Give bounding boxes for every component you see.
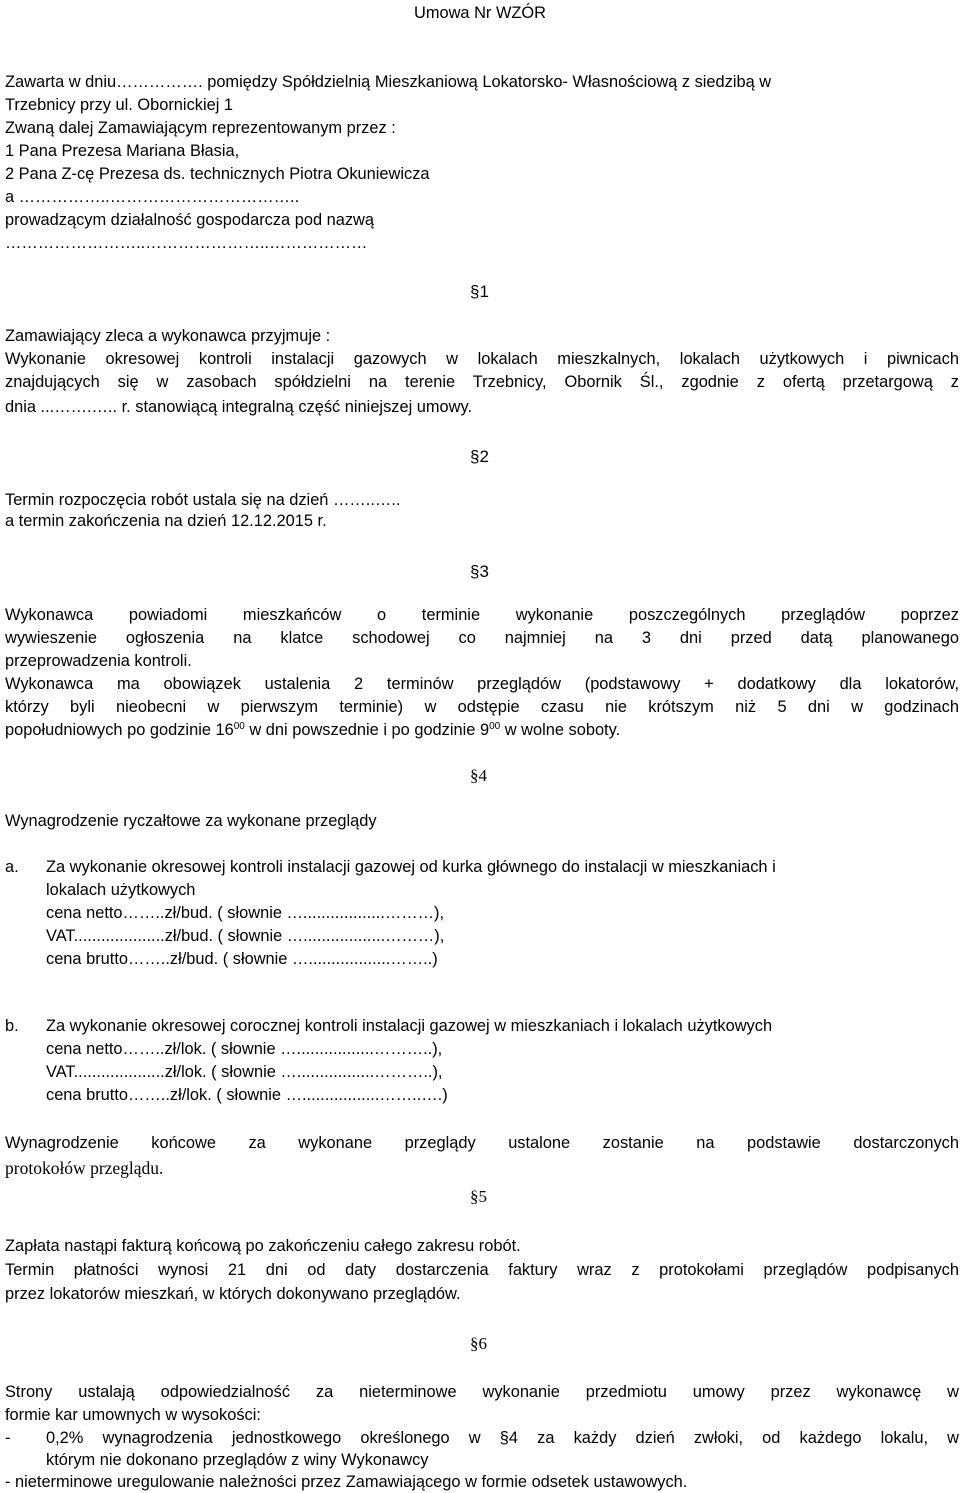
item-a-label: a. — [5, 858, 19, 876]
intro-line-4: 1 Pana Prezesa Mariana Błasia, — [5, 142, 240, 160]
s6-dash-1-line-2: którym nie dokonano przeglądów z winy Wykonawcy — [46, 1451, 429, 1469]
s6-line-2: formie kar umownych w wysokości: — [5, 1406, 261, 1424]
s1-line-2: Wykonanie okresowej kontroli instalacji gazowych w lokalach mieszkalnych, lokalach użytkowych i piwnicach — [5, 350, 959, 368]
intro-line-6: a ……………..…………………………….. — [5, 188, 300, 206]
section-1-heading: §1 — [470, 282, 489, 301]
section-3-heading: §3 — [470, 562, 489, 581]
s1-line-4: dnia ...…….….. r. stanowiącą integralną część niniejszej umowy. — [5, 398, 473, 416]
s4-line-1: Wynagrodzenie ryczałtowe za wykonane przeglądy — [5, 812, 377, 830]
s5-line-1: Zapłata nastąpi fakturą końcową po zakończeniu całego zakresu robót. — [5, 1237, 521, 1255]
item-b-line-1: Za wykonanie okresowej corocznej kontroli instalacji gazowej w mieszkaniach i lokalach użytkowych — [46, 1017, 773, 1035]
item-a-line-2: lokalach użytkowych — [46, 881, 196, 899]
s3-line-6: popołudniowych po godzinie $16^{00}$ w dni powszednie i po godzinie $9^{00}$ w wolne soboty. — [5, 721, 621, 739]
s2-line-2: a termin zakończenia na dzień 12.12.2015 r. — [5, 512, 327, 530]
s6-dash-1-label: - — [5, 1429, 11, 1447]
s6-dash-2: - nieterminowe uregulowanie należności przez Zamawiającego w formie odsetek ustawowych. — [5, 1473, 688, 1491]
s3-line-4: Wykonawca ma obowiązek ustalenia 2 terminów przeglądów (podstawowy + dodatkowy dla lokatorów, — [5, 675, 959, 693]
intro-line-8: ……………………..…………………..……………… — [5, 234, 368, 252]
s5-line-3: przez lokatorów mieszkań, w których dokonywano przeglądów. — [5, 1285, 461, 1303]
s3-line-3: przeprowadzenia kontroli. — [5, 652, 192, 670]
s6-dash-1-line-1: 0,2% wynagrodzenia jednostkowego określonego w §4 za każdy dzień zwłoki, od każdego lokalu, w — [46, 1429, 959, 1447]
s4-paragraph-line-1: Wynagrodzenie końcowe za wykonane przeglądy ustalone zostanie na podstawie dostarczonych — [5, 1134, 959, 1152]
item-a-line-3: cena netto……..zł/bud. ( słownie …..................………), — [46, 904, 445, 922]
section-5-heading: §5 — [470, 1187, 487, 1206]
s3-line-5: którzy byli nieobecni w pierwszym terminie) w odstępie czasu nie krótszym niż 5 dni w godzinach — [5, 698, 959, 716]
intro-line-2: Trzebnicy przy ul. Obornickiej 1 — [5, 96, 234, 114]
s3-line-1: Wykonawca powiadomi mieszkańców o terminie wykonanie poszczególnych przeglądów poprzez — [5, 606, 959, 624]
intro-line-7: prowadzącym działalność gospodarcza pod nazwą — [5, 211, 374, 229]
s6-line-1: Strony ustalają odpowiedzialność za nieterminowe wykonanie przedmiotu umowy przez wykonawcę w — [5, 1383, 959, 1401]
item-a-line-4: VAT....................zł/bud. ( słownie …..................………), — [46, 927, 445, 945]
item-b-line-3: VAT....................zł/lok. ( słownie ….................………..), — [46, 1063, 443, 1081]
s1-line-1: Zamawiający zleca a wykonawca przyjmuje : — [5, 327, 331, 345]
s1-line-3: znajdujących się w zasobach spółdzielni na terenie Trzebnicy, Obornik Śl., zgodnie z ofertą przetargową z — [5, 373, 959, 391]
s5-line-2: Termin płatności wynosi 21 dni od daty dostarczenia faktury wraz z protokołami przeglądów podpisanych — [5, 1261, 959, 1279]
contract-title: Umowa Nr WZÓR — [413, 4, 547, 22]
item-b-line-2: cena netto……..zł/lok. ( słownie ….................………..), — [46, 1040, 443, 1058]
intro-line-5: 2 Pana Z-cę Prezesa ds. technicznych Piotra Okuniewicza — [5, 165, 430, 183]
s2-line-1: Termin rozpoczęcia robót ustala się na dzień ……..….. — [5, 491, 401, 509]
item-b-line-4: cena brutto……..zł/lok. ( słownie ….................……..….) — [46, 1086, 448, 1104]
s4-paragraph-line-2: protokołów przeglądu. — [5, 1158, 164, 1178]
section-2-heading: §2 — [470, 447, 489, 466]
section-4-heading: §4 — [470, 766, 487, 785]
intro-line-3: Zwaną dalej Zamawiającym reprezentowanym przez : — [5, 119, 396, 137]
item-b-label: b. — [5, 1017, 19, 1035]
item-a-line-5: cena brutto……..zł/bud. ( słownie …..................……..) — [46, 950, 438, 968]
item-a-line-1: Za wykonanie okresowej kontroli instalacji gazowej od kurka głównego do instalacji w mieszkaniach i — [46, 858, 776, 876]
s3-line-2: wywieszenie ogłoszenia na klatce schodowej co najmniej na 3 dni przed datą planowanego — [5, 629, 959, 647]
section-6-heading: §6 — [470, 1334, 487, 1353]
intro-line-1: Zawarta w dniu……………. pomiędzy Spółdzielnią Mieszkaniową Lokatorsko- Własnościową z siedzibą w — [5, 73, 772, 91]
